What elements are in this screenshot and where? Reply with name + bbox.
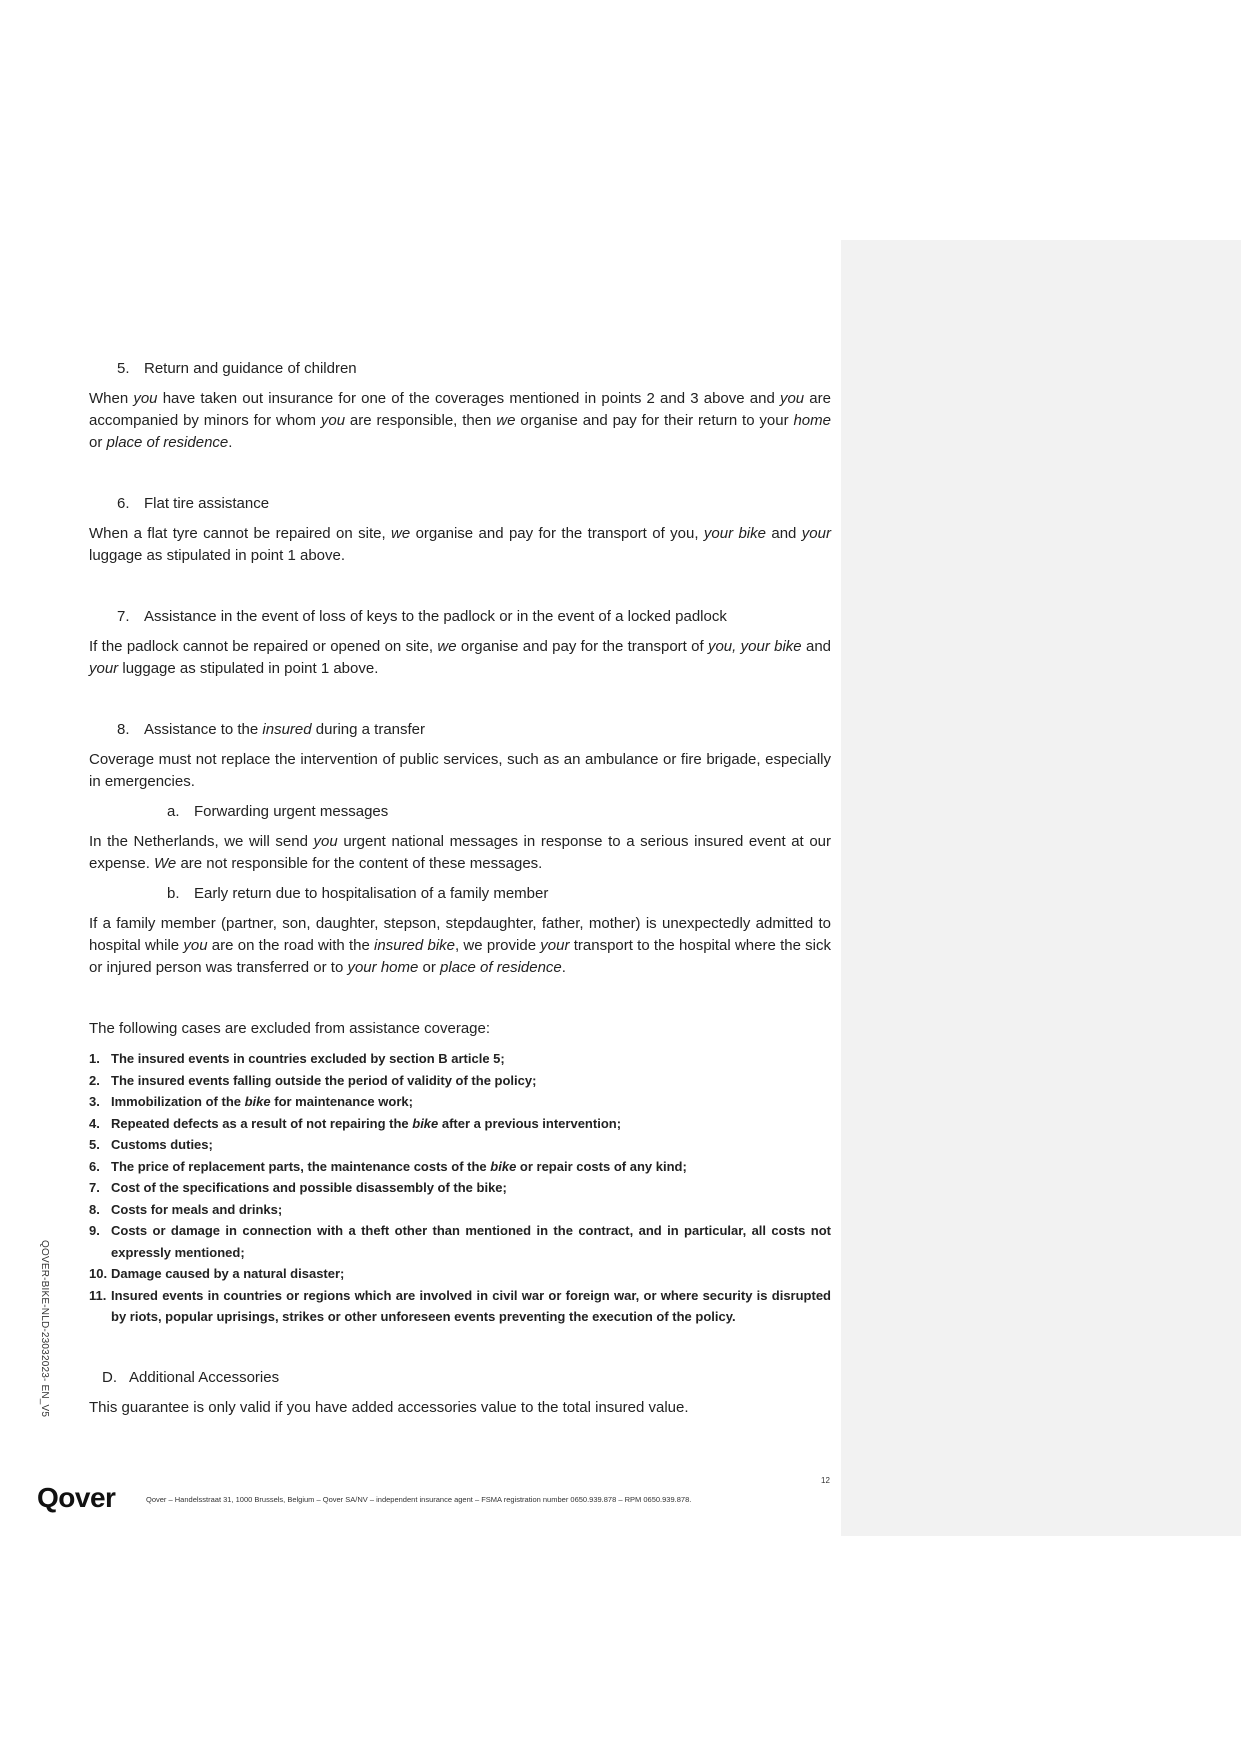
document-body	[89, 358, 831, 1419]
list-item: 7. Cost of the specifications and possible disassembly of the bike;	[89, 1180, 507, 1195]
section-d-body: This guarantee is only valid if you have added accessories value to the total insured value.	[89, 1398, 689, 1416]
section-8a-body: In the Netherlands, we will send you urgent national messages in response to a serious insured event at our expense. We are not responsible for the content of these messages.	[89, 833, 831, 872]
section-7-body: If the padlock cannot be repaired or opened on site, we organise and pay for the transport of you, your bike and your luggage as stipulated in point 1 above.	[89, 638, 832, 677]
section-title: Assistance to the insured during a transfer	[144, 721, 426, 738]
subsection-title: Forwarding urgent messages	[194, 803, 389, 820]
section-letter: D.	[102, 1368, 117, 1386]
list-item: 3. Immobilization of the bike for maintenance work;	[89, 1094, 413, 1109]
section-6-heading	[89, 493, 831, 515]
list-item: 11. Insured events in countries or regions which are involved in civil war or foreign war, or where security is disrupted by riots, popular uprisings, strikes or other unforeseen events preventing the execution of the policy.	[89, 1287, 831, 1324]
subsection-letter: b.	[167, 885, 180, 902]
section-title: Additional Accessories	[129, 1368, 280, 1386]
qover-logo: Qover	[37, 1482, 116, 1513]
section-d-heading	[89, 1367, 831, 1389]
exclusions-list	[89, 1048, 831, 1328]
list-item: 1. The insured events in countries excluded by section B article 5;	[89, 1051, 505, 1066]
subsection-letter: a.	[167, 803, 180, 820]
section-8a-heading	[89, 801, 831, 823]
section-number: 6.	[117, 495, 130, 512]
list-item: 6. The price of replacement parts, the maintenance costs of the bike or repair costs of any kind;	[89, 1158, 687, 1174]
subsection-title: Early return due to hospitalisation of a family member	[194, 885, 549, 902]
footer-text: Qover – Handelsstraat 31, 1000 Brussels, Belgium – Qover SA/NV – independent insurance agent – FSMA registration number 0650.939.878 – RPM 0650.939.878.	[146, 1495, 692, 1504]
section-title: Assistance in the event of loss of keys to the padlock or in the event of a locked padlock	[144, 608, 727, 625]
section-number: 8.	[117, 721, 130, 738]
section-title: Return and guidance of children	[144, 360, 357, 377]
list-item: 8. Costs for meals and drinks;	[89, 1201, 283, 1217]
section-8-heading	[89, 719, 831, 741]
list-item: 5. Customs duties;	[89, 1137, 213, 1152]
section-5-body: When you have taken out insurance for one of the coverages mentioned in points 2 and 3 above and you are accompanied by minors for whom you are responsible, then we organise and pay for their return to your home or place of residence.	[89, 390, 831, 451]
section-6-body: When a flat tyre cannot be repaired on site, we organise and pay for the transport of you, your bike and your luggage as stipulated in point 1 above.	[89, 525, 831, 564]
section-8b-body: If a family member (partner, son, daughter, stepson, stepdaughter, father, mother) is unexpectedly admitted to hospital while you are on the road with the insured bike, we provide your transport to the hospital where the sick or injured person was transferred or to your home or place of residence.	[89, 915, 831, 976]
section-8-body: Coverage must not replace the intervention of public services, such as an ambulance or fire brigade, especially in emergencies.	[89, 751, 831, 790]
comment-pane	[841, 240, 1241, 1536]
document-code: QOVER-BIKE-NLD-23032023- EN_V5	[39, 1240, 50, 1418]
list-item: 2. The insured events falling outside the period of validity of the policy;	[89, 1072, 537, 1088]
section-5-heading	[89, 358, 831, 380]
page-number: 12	[821, 1476, 830, 1485]
section-title: Flat tire assistance	[144, 495, 270, 512]
exclusions-intro: The following cases are excluded from assistance coverage:	[89, 1020, 491, 1037]
section-number: 7.	[117, 608, 130, 625]
section-8b-heading	[89, 883, 831, 905]
list-item: 4. Repeated defects as a result of not repairing the bike after a previous intervention;	[89, 1115, 622, 1131]
list-item: 10. Damage caused by a natural disaster;	[89, 1266, 345, 1281]
list-item: 9. Costs or damage in connection with a theft other than mentioned in the contract, and in particular, all costs not expressly mentioned;	[89, 1223, 831, 1260]
section-7-heading	[89, 606, 831, 628]
section-number: 5.	[117, 360, 130, 377]
